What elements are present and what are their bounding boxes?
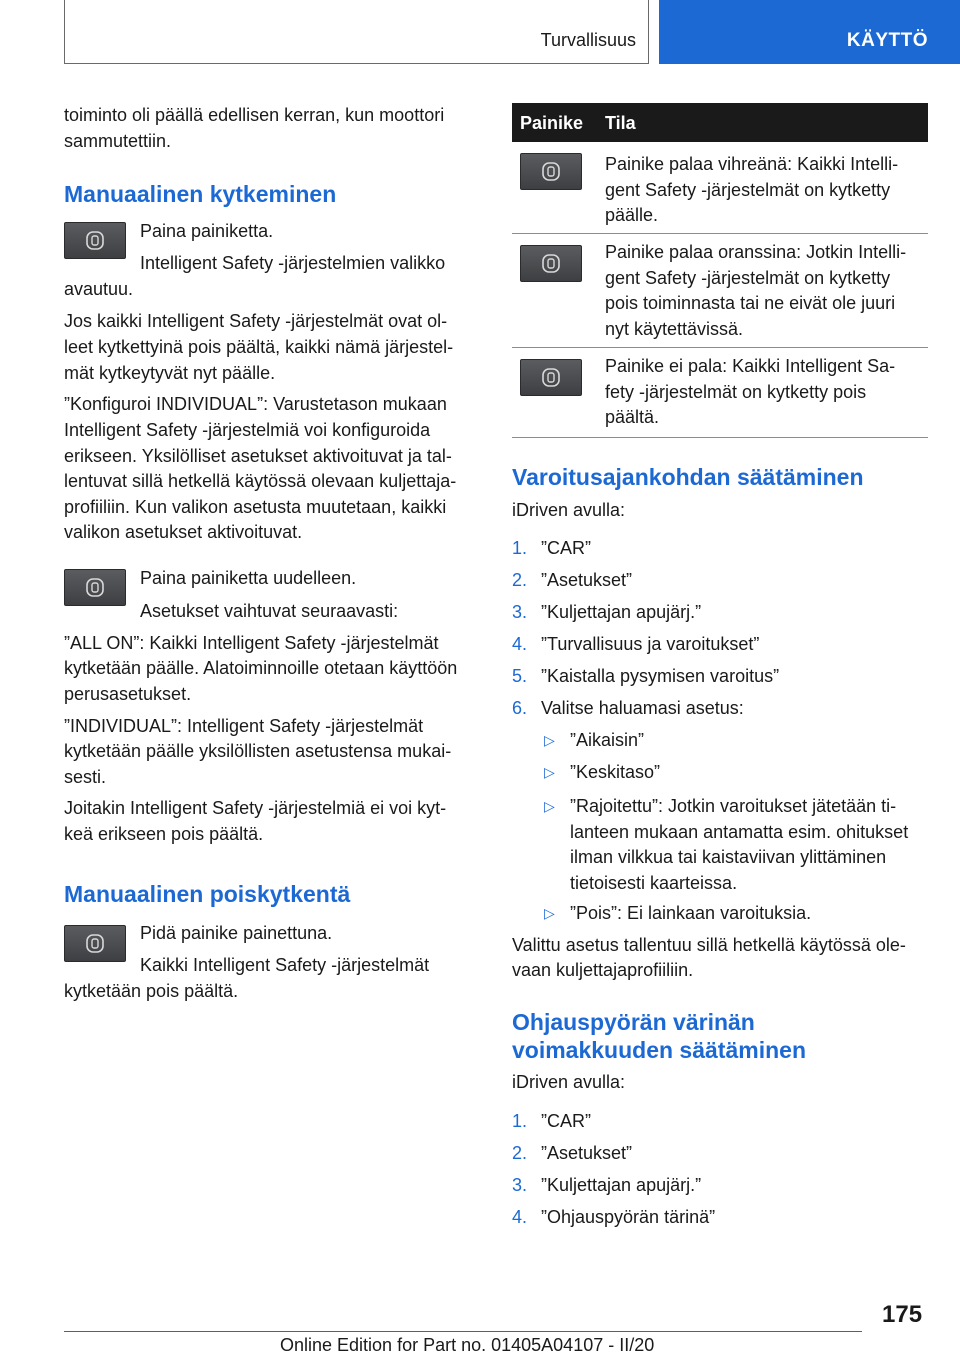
driver-assist-button-icon (520, 153, 582, 190)
body-text: sesti. (64, 767, 107, 787)
car-shield-icon (542, 162, 560, 181)
cell-line: Painike palaa vihreänä: Kaikki Intelli- (605, 154, 899, 174)
list-text: ”Kaistalla pysymisen varoitus” (541, 666, 780, 686)
sub-list-text (570, 794, 930, 896)
sub-list-text: ”Keskitaso” (570, 762, 661, 782)
body-text: lentuvat sillä hetkellä käytössä olevaan kuljettaja- (64, 471, 457, 491)
sub-list-line: ”Rajoitettu”: Jotkin varoitukset jätetään ti- (570, 796, 897, 816)
result-text: avautuu. (64, 279, 134, 299)
driver-assist-button-icon (520, 245, 582, 282)
car-shield-icon (542, 368, 560, 387)
car-shield-icon (86, 231, 104, 250)
list-text: ”Asetukset” (541, 570, 633, 590)
list-number: 2. (512, 570, 528, 590)
body-text: profiiliin. Kun valikon asetusta muutetaan, kaikki (64, 497, 447, 517)
result-text: kytketään pois päältä. (64, 981, 239, 1001)
cell-line: päältä. (605, 407, 660, 427)
triangle-bullet-icon: ▷ (544, 764, 555, 780)
car-shield-icon (542, 254, 560, 273)
list-text: ”Turvallisuus ja varoitukset” (541, 634, 760, 654)
heading-line: Ohjauspyörän värinän (512, 1009, 755, 1035)
cell-line: nyt käytettävissä. (605, 318, 744, 339)
instruction-text: Paina painiketta uudelleen. (140, 568, 357, 588)
list-text: ”CAR” (541, 1111, 591, 1131)
body-text: ”INDIVIDUAL”: Intelligent Safety -järjestelmät (64, 716, 424, 736)
page-number: 175 (882, 1301, 923, 1328)
driver-assist-button-icon (64, 925, 126, 962)
list-number: 6. (512, 698, 528, 718)
table-header (512, 103, 928, 142)
list-number: 4. (512, 1207, 528, 1227)
body-text: Joitakin Intelligent Safety -järjestelmiä ei voi kyt- (64, 798, 447, 818)
cell-line: Painike ei pala: Kaikki Intelligent Sa- (605, 356, 896, 376)
intro-line: sammutettiin. (64, 131, 172, 151)
heading-warning-timing: Varoitusajankohdan säätäminen (512, 464, 864, 490)
heading-vibration (512, 1008, 806, 1064)
table-cell-state (605, 354, 921, 431)
body-text: iDriven avulla: (512, 500, 626, 520)
list-number: 3. (512, 1175, 528, 1195)
heading-manual-on: Manuaalinen kytkeminen (64, 181, 337, 207)
list-text: ”CAR” (541, 538, 591, 558)
triangle-bullet-icon: ▷ (544, 798, 555, 814)
sub-list-line: ilman vilkkua tai kaistaviivan ylittäminen (570, 847, 887, 867)
footer-divider (64, 1331, 862, 1332)
body-text: kytketään päälle. Alatoiminnoille otetaan käyttöön (64, 658, 458, 678)
list-number: 5. (512, 666, 528, 686)
list-number: 2. (512, 1143, 528, 1163)
body-text: perusasetukset. (64, 684, 192, 704)
sub-list-line: tietoisesti kaarteissa. (570, 872, 738, 893)
table-header-button: Painike (520, 113, 584, 133)
list-text: ”Ohjauspyörän tärinä” (541, 1207, 716, 1227)
list-text: Valitse haluamasi asetus: (541, 698, 744, 718)
result-text: Asetukset vaihtuvat seuraavasti: (140, 601, 399, 621)
cell-line: gent Safety -järjestelmät on kytketty (605, 179, 891, 200)
result-text: Intelligent Safety -järjestelmien valikko (140, 253, 446, 273)
list-text: ”Kuljettajan apujärj.” (541, 602, 702, 622)
table-divider (512, 347, 928, 348)
car-shield-icon (86, 934, 104, 953)
instruction-text: Paina painiketta. (140, 221, 274, 241)
cell-line: pois toiminnasta tai ne eivät ole juuri (605, 293, 896, 313)
body-text: Jos kaikki Intelligent Safety -järjestelmät ovat ol- (64, 311, 448, 331)
sub-list-text: ”Aikaisin” (570, 730, 645, 750)
body-text: mät kytkeytyvät nyt päälle. (64, 363, 276, 383)
header-section-box (64, 0, 649, 64)
list-number: 1. (512, 538, 528, 558)
body-text: iDriven avulla: (512, 1072, 626, 1092)
body-text: erikseen. Yksilölliset asetukset aktivoituvat ja tal- (64, 446, 452, 466)
chapter-tab: KÄYTTÖ (659, 0, 960, 64)
list-text: ”Asetukset” (541, 1143, 633, 1163)
body-text: kytketään päälle yksilöllisten asetustensa mukai- (64, 741, 452, 761)
table-cell-state (605, 240, 921, 342)
body-text: Valittu asetus tallentuu sillä hetkellä käytössä ole- (512, 935, 906, 955)
driver-assist-button-icon (520, 359, 582, 396)
body-text: keä erikseen pois päältä. (64, 824, 264, 844)
section-title: Turvallisuus (540, 30, 636, 50)
table-divider (512, 233, 928, 234)
heading-line: voimakkuuden säätäminen (512, 1037, 806, 1063)
triangle-bullet-icon: ▷ (544, 732, 555, 748)
cell-line: fety -järjestelmät on kytketty pois (605, 381, 867, 402)
table-divider (512, 437, 928, 438)
instruction-text: Pidä painike painettuna. (140, 923, 333, 943)
cell-line: Painike palaa oranssina: Jotkin Intelli- (605, 242, 907, 262)
body-text: ”Konfiguroi INDIVIDUAL”: Varustetason mukaan (64, 394, 447, 414)
body-text: leet kytkettyinä pois päältä, kaikki nämä järjestel- (64, 337, 454, 357)
cell-line: gent Safety -järjestelmät on kytketty (605, 267, 891, 288)
body-text: vaan kuljettajaprofiiliin. (512, 960, 694, 980)
table-cell-state (605, 152, 921, 229)
table-header-state: Tila (605, 113, 636, 133)
list-number: 1. (512, 1111, 528, 1131)
body-text: Intelligent Safety -järjestelmiä voi konfiguroida (64, 420, 431, 440)
heading-manual-off: Manuaalinen poiskytkentä (64, 881, 351, 907)
driver-assist-button-icon (64, 569, 126, 606)
cell-line: päälle. (605, 205, 659, 225)
list-number: 4. (512, 634, 528, 654)
car-shield-icon (86, 578, 104, 597)
intro-line: toiminto oli päällä edellisen kerran, kun moottori (64, 105, 445, 125)
triangle-bullet-icon: ▷ (544, 905, 555, 921)
list-number: 3. (512, 602, 528, 622)
sub-list-line: lanteen mukaan antamatta esim. ohitukset (570, 821, 909, 842)
sub-list-text: ”Pois”: Ei lainkaan varoituksia. (570, 903, 812, 923)
list-text: ”Kuljettajan apujärj.” (541, 1175, 702, 1195)
result-text: Kaikki Intelligent Safety -järjestelmät (140, 955, 430, 975)
footer-edition: Online Edition for Part no. 01405A04107 - II/20 (280, 1335, 655, 1355)
driver-assist-button-icon (64, 222, 126, 259)
body-text: ”ALL ON”: Kaikki Intelligent Safety -järjestelmät (64, 633, 439, 653)
body-text: valikon asetukset aktivoituvat. (64, 522, 303, 542)
